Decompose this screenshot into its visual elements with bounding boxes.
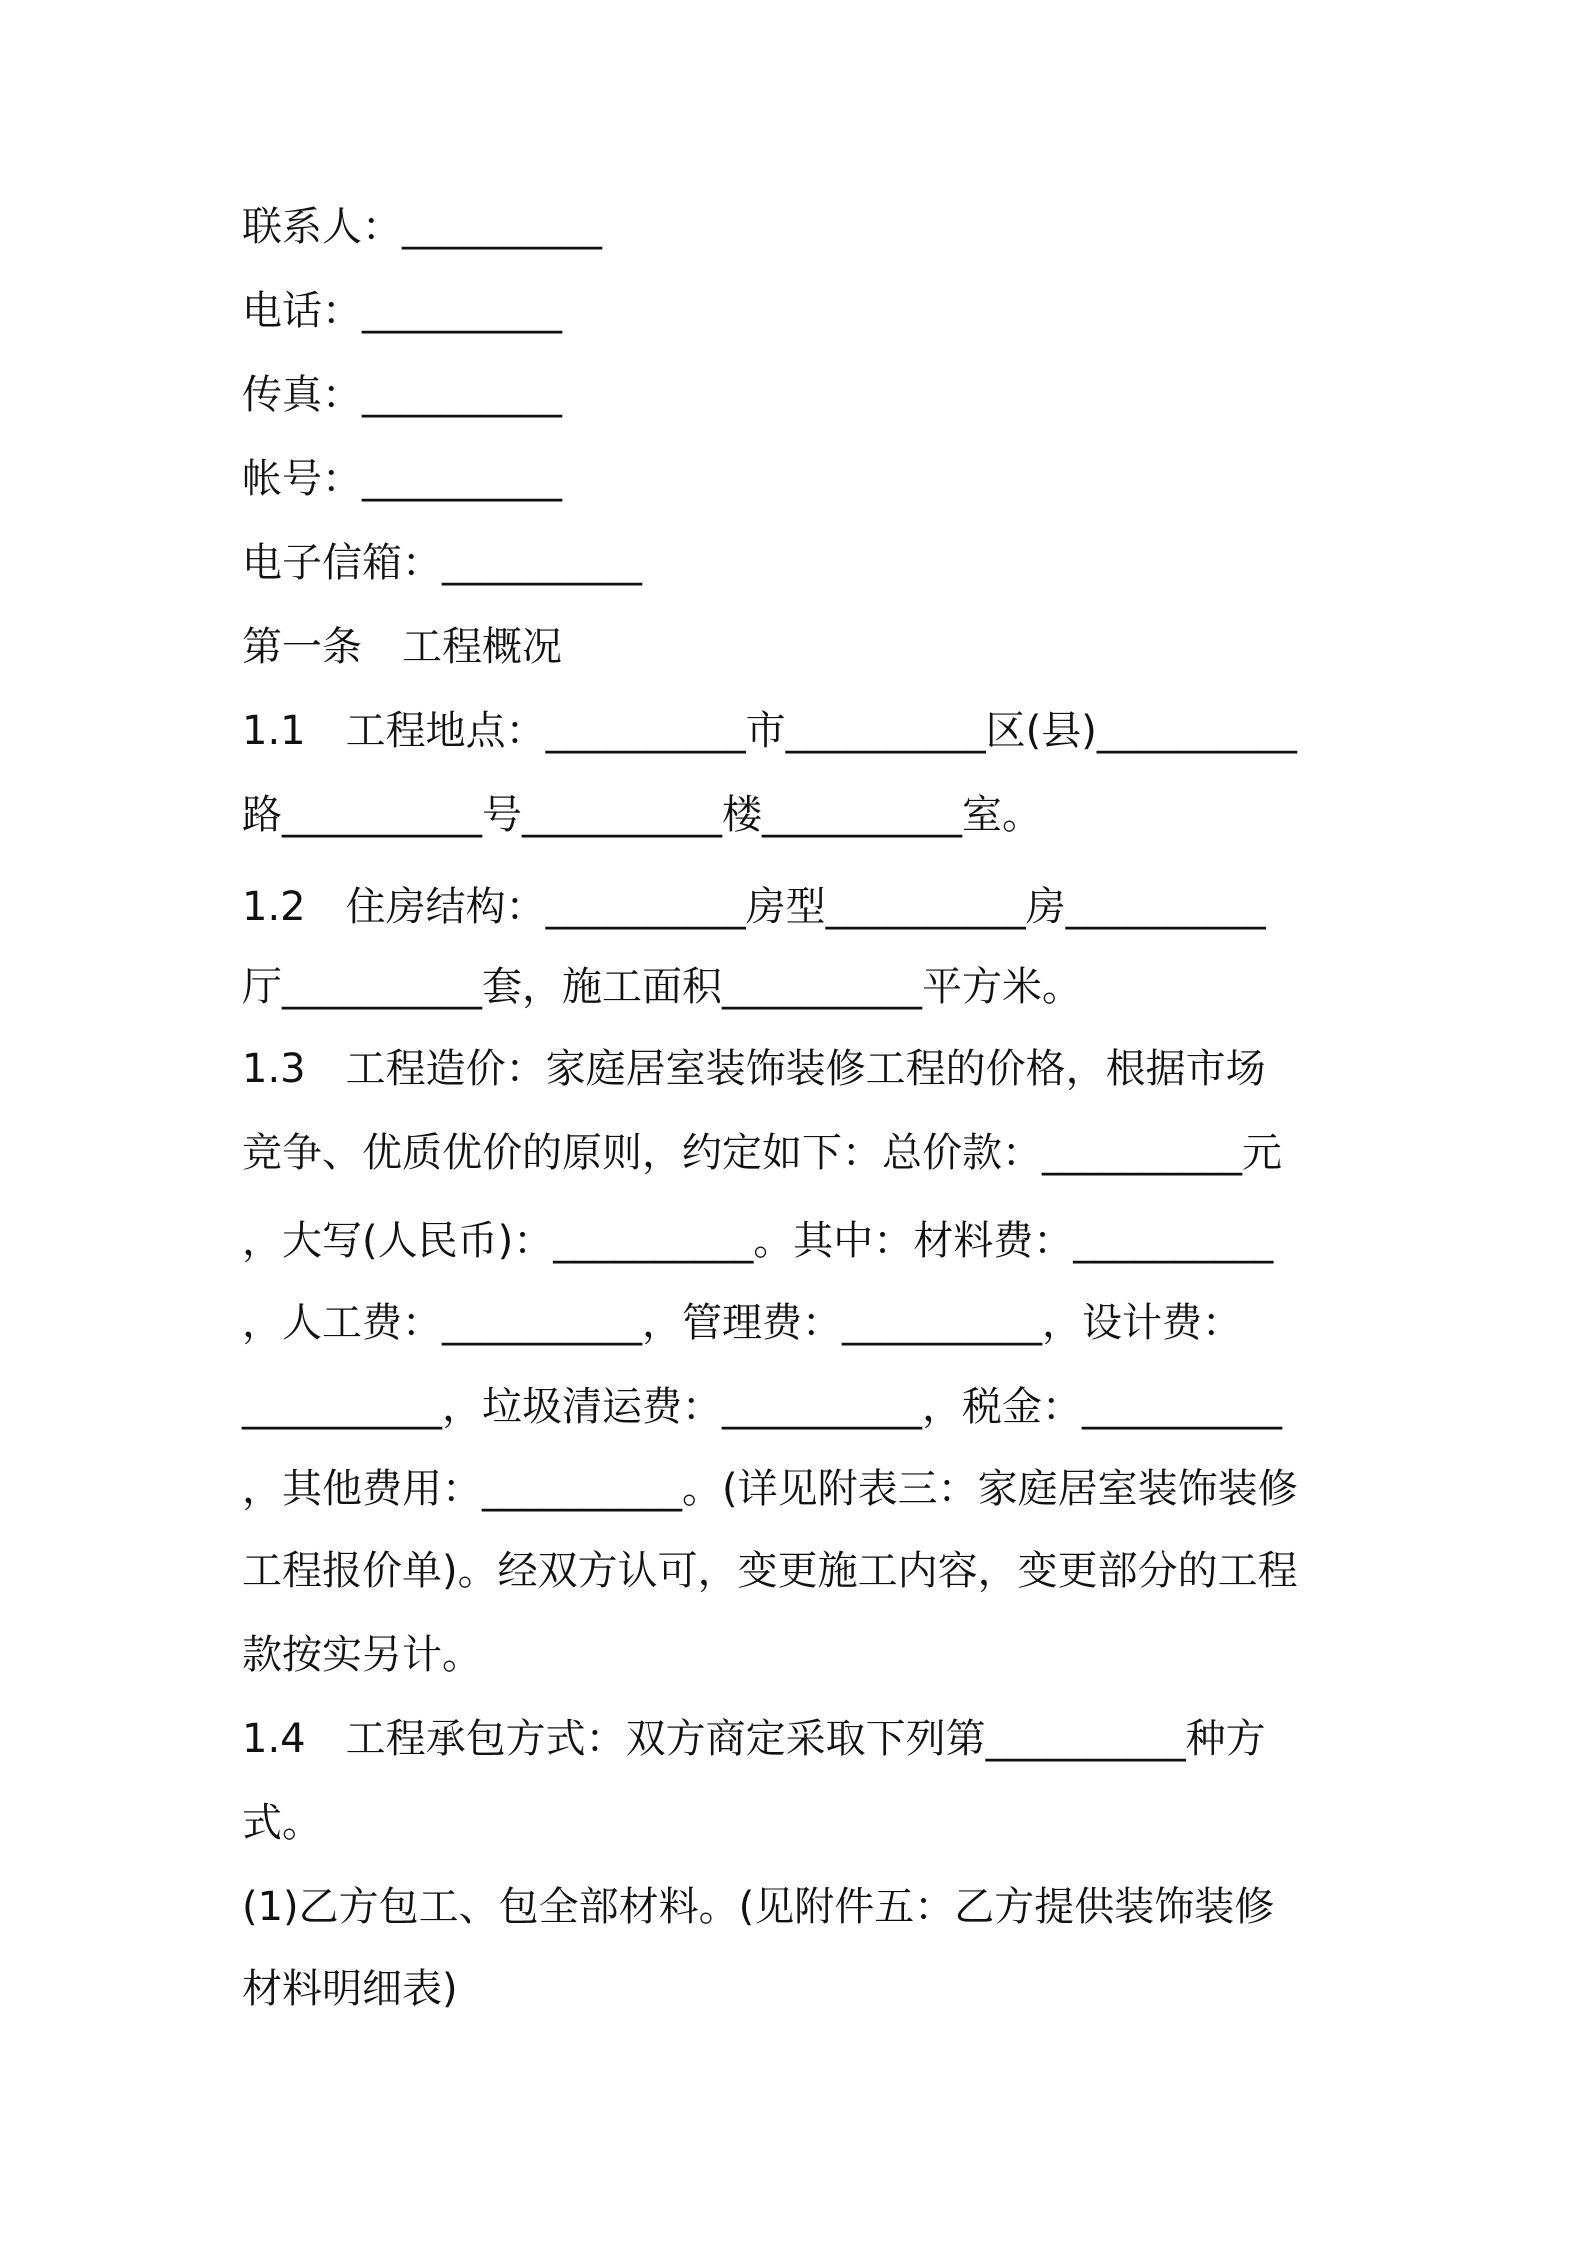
contact-person-line: 联系人：__________ — [242, 204, 602, 250]
option-1-line-1: (1)乙方包工、包全部材料。(见附件五：乙方提供装饰装修 — [242, 1884, 1275, 1930]
clause-1-3-line-4: ，人工费：__________，管理费：__________，设计费： — [242, 1300, 1242, 1346]
fax-line: 传真：__________ — [242, 372, 562, 418]
clause-1-2-line-1: 1.2 住房结构：__________房型__________房__________ — [242, 884, 1266, 930]
clause-1-4-line-1: 1.4 工程承包方式：双方商定采取下列第__________种方 — [242, 1716, 1266, 1762]
clause-1-3-line-6: ，其他费用：__________。(详见附表三：家庭居室装饰装修 — [242, 1466, 1298, 1512]
clause-1-3-line-8: 款按实另计。 — [242, 1632, 482, 1678]
clause-1-3-line-3: ，大写(人民币)：__________。其中：材料费：__________ — [242, 1218, 1274, 1264]
phone-line: 电话：__________ — [242, 288, 562, 334]
option-1-line-2: 材料明细表) — [242, 1966, 458, 2012]
clause-1-3-line-2: 竞争、优质优价的原则，约定如下：总价款：__________元 — [242, 1130, 1282, 1176]
clause-1-4-line-2: 式。 — [242, 1800, 322, 1846]
article-one-heading: 第一条 工程概况 — [242, 624, 562, 670]
email-line: 电子信箱：__________ — [242, 540, 642, 586]
clause-1-1-line-2: 路__________号__________楼__________室。 — [242, 792, 1042, 838]
clause-1-3-line-7: 工程报价单)。经双方认可，变更施工内容，变更部分的工程 — [242, 1548, 1298, 1594]
clause-1-3-line-1: 1.3 工程造价：家庭居室装饰装修工程的价格，根据市场 — [242, 1046, 1266, 1092]
account-line: 帐号：__________ — [242, 456, 562, 502]
clause-1-1-line-1: 1.1 工程地点：__________市__________区(县)__________ — [242, 708, 1297, 754]
clause-1-3-line-5: __________，垃圾清运费：__________，税金：__________ — [242, 1384, 1282, 1430]
clause-1-2-line-2: 厅__________套，施工面积__________平方米。 — [242, 964, 1082, 1010]
